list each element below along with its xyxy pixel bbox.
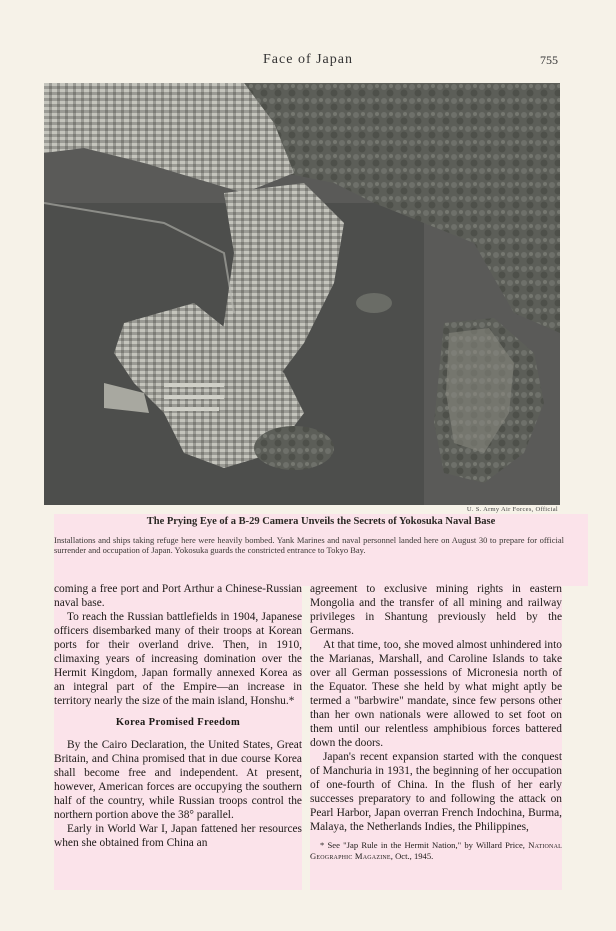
caption-body: Installations and ships taking refuge here were heavily bombed. Yank Marines and naval personnel landed here on August 30 to prepare for official surrender and occupation of Japan. Yokosuka guards the constricted entrance to Tokyo Bay.: [54, 535, 564, 555]
aerial-photo-illustration: [44, 83, 560, 505]
left-column: [54, 582, 302, 890]
caption-title: The Prying Eye of a B-29 Camera Unveils the Secrets of Yokosuka Naval Base: [146, 516, 496, 527]
footnote-magazine: National Geographic Magazine: [310, 840, 562, 861]
right-paragraph-2: At that time, too, she moved almost unhindered into the Marianas, Marshall, and Caroline Islands to take over all German possessions of Micronesia north of the Equator. These she held by what might aptly be termed a "barbwire" mandate, since few persons other than her own nationals were allowed to set foot on them until our relentless amphibious forces battered down the doors.: [310, 639, 562, 749]
footnote: [310, 840, 562, 862]
section-subheading: Korea Promised Freedom: [115, 717, 241, 728]
photo-caption: [54, 514, 588, 586]
left-paragraph-3: By the Cairo Declaration, the United States, Great Britain, and China promised that in due course Korea shall become free and independent. At present, however, American forces are occupying the southern half of the country, while Russian troops control the northern portion above the 38° parallel.: [54, 739, 302, 821]
photo-credit: U. S. Army Air Forces, Official: [466, 506, 558, 513]
left-paragraph-1: coming a free port and Port Arthur a Chinese-Russian naval base.: [54, 583, 302, 609]
right-column: [310, 582, 562, 890]
page-number: 755: [540, 53, 558, 67]
running-head: [0, 52, 616, 72]
aerial-photograph: [44, 83, 560, 505]
running-title: Face of Japan: [263, 52, 353, 67]
footnote-tail: , Oct., 1945.: [390, 851, 434, 861]
right-paragraph-1: agreement to exclusive mining rights in eastern Mongolia and the transfer of all mining and railway privileges in Shantung previously held by the Germans.: [310, 583, 562, 637]
right-paragraph-3: Japan's recent expansion started with the conquest of Manchuria in 1931, the beginning of her occupation of one-fourth of China. In the flush of her early successes preparatory to and following the attack on Pearl Harbor, Japan overran French Indochina, Burma, Malaya, the Netherlands Indies, the Philippines,: [310, 751, 562, 833]
left-paragraph-2: To reach the Russian battlefields in 1904, Japanese officers disembarked many of their troops at Korean ports for their overland drive. Then, in 1910, climaxing years of increasing domination over the Hermit Kingdom, Japan formally annexed Korea as an integral part of the Empire—an increase in territory nearly the size of the main island, Honshu.*: [54, 611, 302, 707]
footnote-lead: * See "Jap Rule in the Hermit Nation," by Willard Price,: [320, 840, 525, 850]
left-paragraph-4: Early in World War I, Japan fattened her resources when she obtained from China an: [54, 823, 302, 849]
